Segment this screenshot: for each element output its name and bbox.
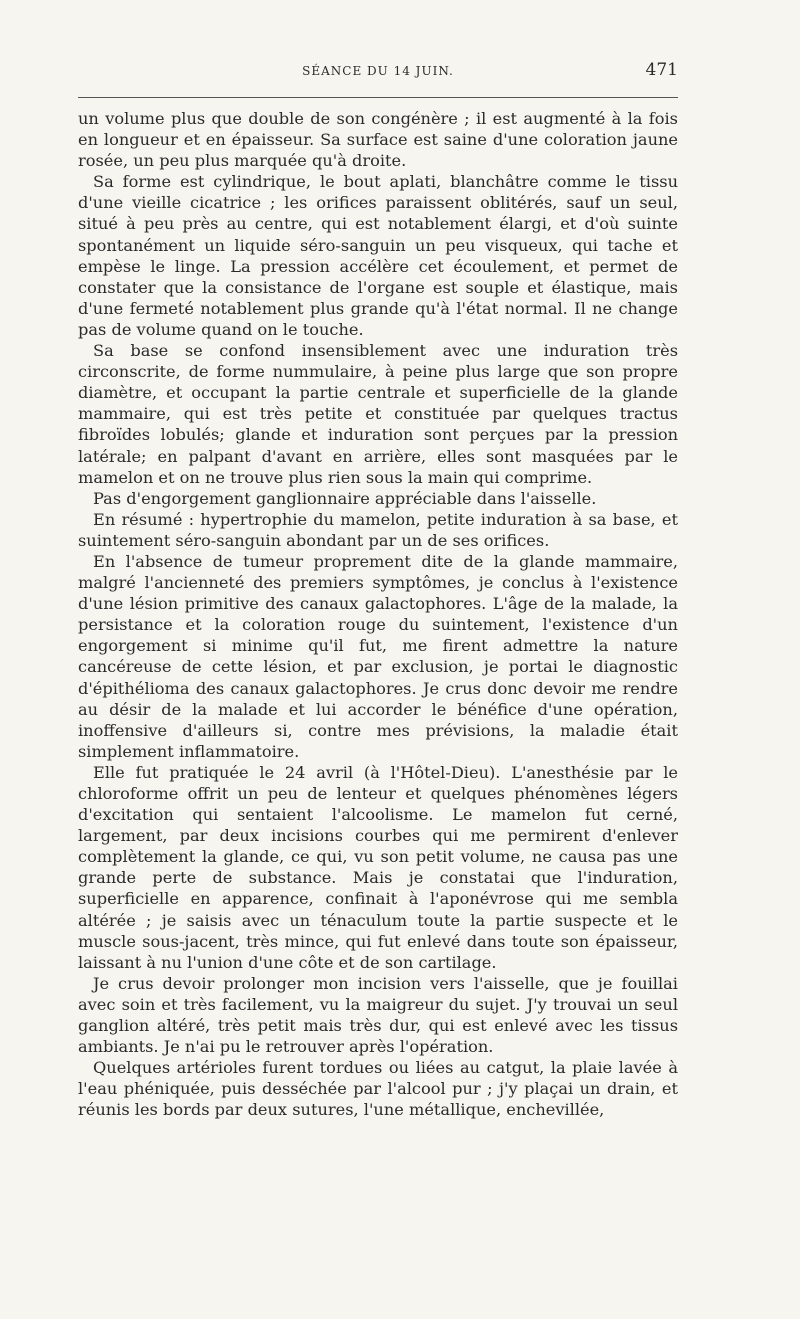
- paragraph: Sa forme est cylindrique, le bout aplati, blanchâtre comme le tissu d'une vieille cicatrice ; les orifices paraissent oblitérés, sauf un seul, situé à peu près au centre, qui est notablement élargi, et d'où suinte spontanément un liquide séro-sanguin un peu visqueux, qui tache et empèse le linge. La pression accélère cet écoulement, et permet de constater que la consistance de l'organe est souple et élastique, mais d'une fermeté notablement plus grande qu'à l'état normal. Il ne change pas de volume quand on le touche.: [78, 172, 678, 339]
- paragraph: Elle fut pratiquée le 24 avril (à l'Hôtel-Dieu). L'anesthésie par le chloroforme offrit un peu de lenteur et quelques phénomènes légers d'excitation qui sentaient l'alcoolisme. Le mamelon fut cerné, largement, par deux incisions courbes qui me permirent d'enlever complètement la glande, ce qui, vu son petit volume, ne causa pas une grande perte de substance. Mais je constatai que l'induration, superficielle en apparence, confinait à l'aponévrose qui me sembla altérée ; je saisis avec un ténaculum toute la partie suspecte et le muscle sous-jacent, très mince, qui fut enlevé dans toute son épaisseur, laissant à nu l'union d'une côte et de son cartilage.: [78, 762, 678, 972]
- paragraph: Quelques artérioles furent tordues ou liées au catgut, la plaie lavée à l'eau phéniquée, puis desséchée par l'alcool pur ; j'y plaçai un drain, et réunis les bords par deux sutures, l'une métallique, enchevillée,: [78, 1058, 678, 1120]
- header-rule: [78, 97, 678, 98]
- paragraph: Pas d'engorgement ganglionnaire appréciable dans l'aisselle.: [93, 488, 597, 508]
- paragraph: Sa base se confond insensiblement avec une induration très circonscrite, de forme nummulaire, à peine plus large que son propre diamètre, et occupant la partie centrale et superficielle de la glande mammaire, qui est très petite et constituée par quelques tractus fibroïdes lobulés; glande et induration sont perçues par la pression latérale; en palpant d'avant en arrière, elles sont masquées par le mamelon et on ne trouve plus rien sous la main qui comprime.: [78, 341, 678, 487]
- paragraph: Je crus devoir prolonger mon incision vers l'aisselle, que je fouillai avec soin et très facilement, vu la maigreur du sujet. J'y trouvai un seul ganglion altéré, très petit mais très dur, qui est enlevé avec les tissus ambiants. Je n'ai pu le retrouver après l'opération.: [78, 973, 678, 1057]
- paragraph: En résumé : hypertrophie du mamelon, petite induration à sa base, et suintement séro-sanguin abondant par un de ses orifices.: [78, 509, 678, 550]
- running-head: SÉANCE DU 14 JUIN.: [302, 64, 454, 78]
- body-text: [78, 108, 678, 1121]
- page-number: 471: [645, 60, 678, 80]
- paragraph: un volume plus que double de son congénère ; il est augmenté à la fois en longueur et en épaisseur. Sa surface est saine d'une coloration jaune rosée, un peu plus marquée qu'à droite.: [78, 109, 678, 171]
- paragraph: En l'absence de tumeur proprement dite de la glande mammaire, malgré l'ancienneté des premiers symptômes, je conclus à l'existence d'une lésion primitive des canaux galactophores. L'âge de la malade, la persistance et la coloration rouge du suintement, l'existence d'un engorgement si minime qu'il fut, me firent admettre la nature cancéreuse de cette lésion, et par exclusion, je portai le diagnostic d'épithélioma des canaux galactophores. Je crus donc devoir me rendre au désir de la malade et lui accorder le bénéfice d'une opération, inoffensive d'ailleurs si, contre mes prévisions, la maladie était simplement inflammatoire.: [78, 551, 678, 761]
- page-header: [78, 62, 678, 86]
